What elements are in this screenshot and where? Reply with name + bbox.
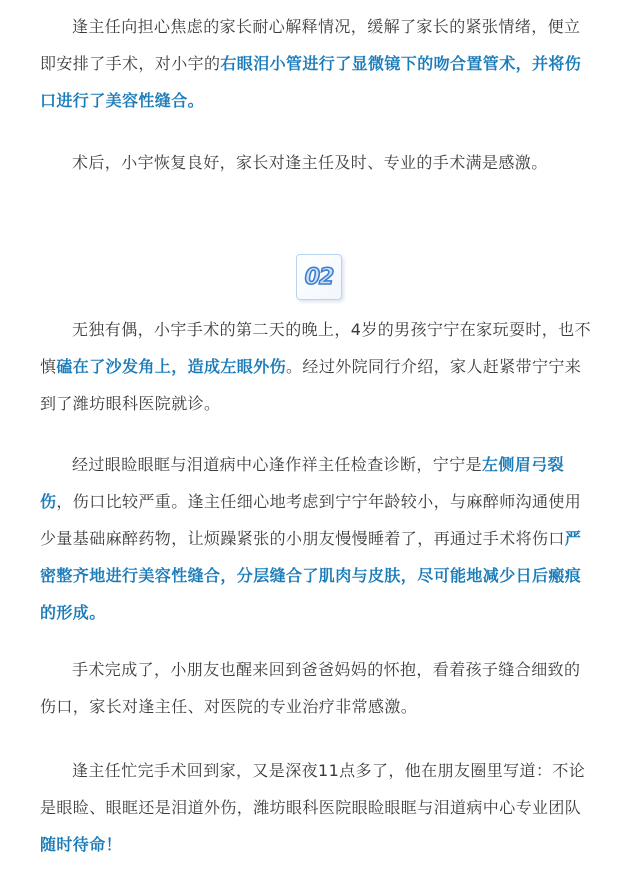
paragraph-highlight: 随时待命！ [40,835,123,854]
paragraph-highlight: 严密整齐地进行美容性缝合，分层缝合了肌肉与皮肤，尽可能地减少日后瘢痕的形成。 [40,529,582,622]
section-number: 02 [304,264,334,290]
paragraph-text: 手术完成了，小朋友也醒来回到爸爸妈妈的怀抱，看着孩子缝合细致的伤口，家长对逢主任、对医院的专业治疗非常感激。 [40,660,581,716]
paragraph-text: 逢主任向担心焦虑的家长耐心解释情况，缓解了家长的紧张情绪，便立即安排了手术，对小宇的 [40,17,581,73]
badge-frame [296,254,342,300]
paragraph-diagnosis [40,446,596,631]
section-number-badge [296,254,342,300]
paragraph-highlight: 左侧眉弓裂伤 [40,455,565,511]
paragraph-text: 逢主任忙完手术回到家，又是深夜11点多了，他在朋友圈里写道：不论是眼睑、眼眶还是泪道外伤，潍坊眼科医院眼睑眼眶与泪道病中心专业团队 [40,761,586,817]
paragraph-text: 无独有偶，小宇手术的第二天的晚上，4岁的男孩宁宁在家玩耍时，也不慎 [40,320,591,376]
paragraph-surgery-complete [40,651,596,725]
paragraph-text: 。经过外院同行介绍，家人赶紧带宁宁来到了潍坊眼科医院就诊。 [40,357,582,413]
paragraph-second-case [40,311,596,422]
paragraph-late-night [40,752,596,863]
paragraph-recovery [40,144,596,181]
paragraph-text: 经过眼睑眼眶与泪道病中心逢作祥主任检查诊断，宁宁是 [72,455,483,474]
paragraph-highlight: 磕在了沙发角上，造成左眼外伤 [56,357,287,376]
paragraph-surgery-explanation [40,8,596,119]
paragraph-text: 术后，小宇恢复良好，家长对逢主任及时、专业的手术满是感激。 [72,153,548,172]
paragraph-text: ，伤口比较严重。逢主任细心地考虑到宁宁年龄较小，与麻醉师沟通使用少量基础麻醉药物，让烦躁紧张的小朋友慢慢睡着了，再通过手术将伤口 [40,492,582,548]
paragraph-highlight: 右眼泪小管进行了显微镜下的吻合置管术，并将伤口进行了美容性缝合。 [40,54,582,110]
